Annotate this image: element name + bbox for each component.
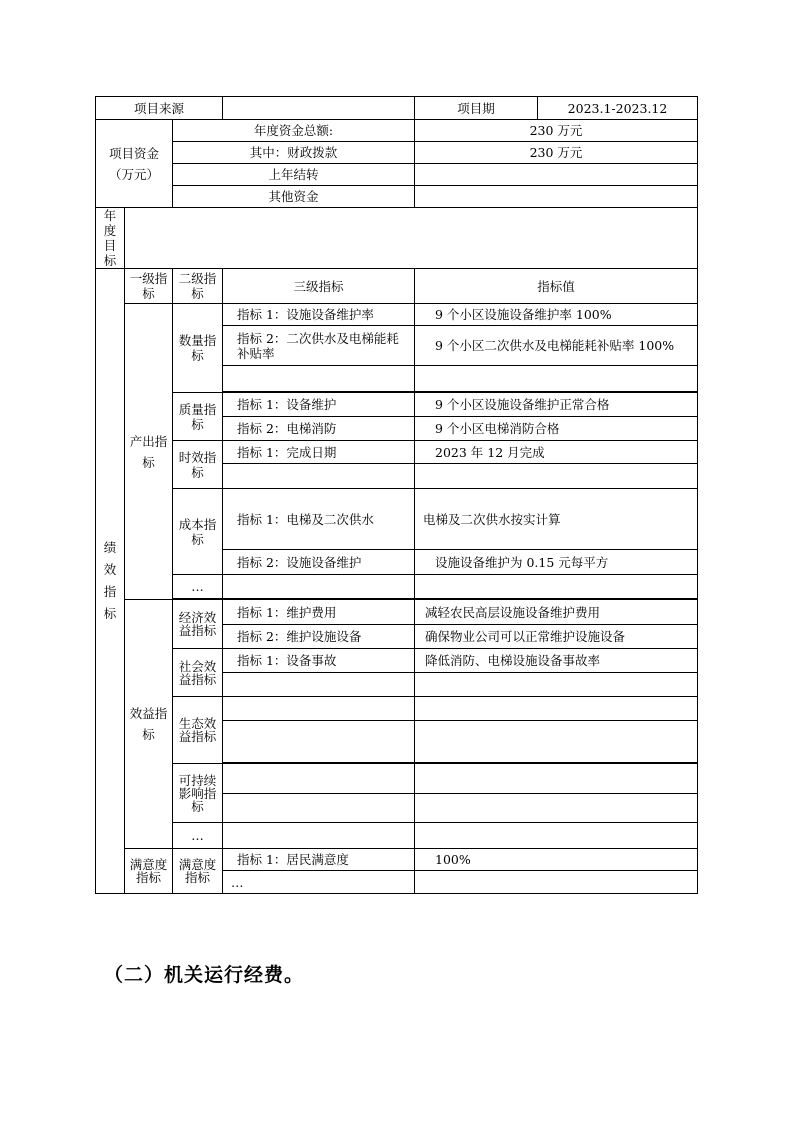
header-level2: 二级指标: [173, 269, 223, 304]
satisfaction-sub-label: 满意度指标: [173, 849, 223, 894]
economic-indicator-1: 指标 1：维护费用: [223, 600, 415, 625]
economic-indicator-2: 指标 2：维护设施设备: [223, 625, 415, 649]
empty-cell: [223, 575, 415, 599]
empty-cell: [415, 721, 698, 763]
social-indicator-label: 社会效益指标: [173, 649, 223, 697]
empty-cell: [415, 366, 698, 392]
quantity-indicator-2: 指标 2：二次供水及电梯能耗补贴率: [223, 326, 415, 366]
funds-row-total: [96, 120, 698, 142]
social-indicator-1: 指标 1：设备事故: [223, 649, 415, 673]
empty-cell: [415, 697, 698, 721]
timeliness-indicator-label: 时效指标: [173, 441, 223, 489]
header-level3: 三级指标: [223, 269, 415, 304]
table-row: [96, 823, 698, 849]
project-period-value: 2023.1-2023.12: [538, 97, 698, 120]
project-period-label: 项目期: [415, 97, 538, 120]
cost-indicator-2: 指标 2：设施设备维护: [223, 550, 415, 575]
empty-cell: [223, 764, 415, 794]
annual-total-value: 230 万元: [415, 120, 698, 142]
funds-row-other: [96, 186, 698, 208]
table-row: [96, 441, 698, 464]
social-value-1: 降低消防、电梯设施设备事故率: [415, 649, 698, 673]
empty-cell: [415, 464, 698, 489]
quantity-indicator-1: 指标 1：设施设备维护率: [223, 304, 415, 326]
table-row: [96, 649, 698, 673]
economic-value-2: 确保物业公司可以正常维护设施设备: [415, 625, 698, 649]
economic-value-1: 减轻农民高层设施设备维护费用: [415, 600, 698, 625]
project-source-row: [96, 97, 698, 120]
project-source-value: [223, 97, 415, 120]
funds-row-fiscal: [96, 142, 698, 164]
section-heading: （二）机关运行经费。: [104, 964, 305, 986]
empty-cell: [415, 871, 698, 894]
table-row: [96, 489, 698, 550]
header-value: 指标值: [415, 269, 698, 304]
header-level1: 一级指标: [125, 269, 173, 304]
funds-unit: （万元）: [108, 166, 159, 182]
satisfaction-indicator-label: 满意度指标: [125, 849, 173, 894]
empty-cell: [223, 673, 415, 697]
satisfaction-ellipsis: …: [223, 871, 415, 894]
empty-cell: [223, 464, 415, 489]
quantity-indicator-label: 数量指标: [173, 304, 223, 393]
empty-cell: [415, 575, 698, 599]
fiscal-value: 230 万元: [415, 142, 698, 164]
output-ellipsis: …: [173, 575, 223, 599]
empty-cell: [415, 764, 698, 794]
quantity-value-2: 9 个小区二次供水及电梯能耗补贴率 100%: [415, 326, 698, 366]
table-row: [96, 764, 698, 794]
annual-goal-label: 年度目标: [96, 208, 125, 269]
funds-row-carryover: [96, 164, 698, 186]
funds-label: 项目资金: [108, 145, 159, 161]
cost-value-1: 电梯及二次供水按实计算: [415, 489, 698, 550]
other-funds-label: 其他资金: [173, 186, 415, 208]
empty-cell: [223, 823, 415, 849]
empty-cell: [223, 366, 415, 392]
satisfaction-value-1: 100%: [415, 849, 698, 871]
table-row: [96, 393, 698, 417]
performance-label: 绩效指标: [96, 269, 125, 894]
carryover-label: 上年结转: [173, 164, 415, 186]
table-row: [96, 304, 698, 326]
benefit-ellipsis: …: [173, 823, 223, 849]
benefit-indicator-label: 效益指标: [125, 600, 173, 849]
quality-indicator-label: 质量指标: [173, 393, 223, 441]
funds-label-cell: [96, 120, 173, 208]
performance-target-table: [95, 96, 698, 894]
annual-total-label: 年度资金总额:: [173, 120, 415, 142]
ecological-indicator-label: 生态效益指标: [173, 697, 223, 764]
quality-value-2: 9 个小区电梯消防合格: [415, 417, 698, 441]
annual-goal-value: [125, 208, 698, 269]
empty-cell: [223, 697, 415, 721]
project-source-label: 项目来源: [96, 97, 223, 120]
cost-indicator-label: 成本指标: [173, 489, 223, 575]
quality-indicator-2: 指标 2：电梯消防: [223, 417, 415, 441]
empty-cell: [223, 794, 415, 823]
empty-cell: [415, 794, 698, 823]
timeliness-value-1: 2023 年 12 月完成: [415, 441, 698, 464]
annual-goal-row: [96, 208, 698, 269]
economic-indicator-label: 经济效益指标: [173, 600, 223, 649]
cost-value-2: 设施设备维护为 0.15 元每平方: [415, 550, 698, 575]
carryover-value: [415, 164, 698, 186]
quality-value-1: 9 个小区设施设备维护正常合格: [415, 393, 698, 417]
table-row: [96, 697, 698, 721]
quantity-value-1: 9 个小区设施设备维护率 100%: [415, 304, 698, 326]
other-funds-value: [415, 186, 698, 208]
cost-indicator-1: 指标 1：电梯及二次供水: [223, 489, 415, 550]
empty-cell: [223, 721, 415, 763]
output-indicator-label: 产出指标: [125, 304, 173, 600]
table-row: [96, 849, 698, 871]
timeliness-indicator-1: 指标 1：完成日期: [223, 441, 415, 464]
table-row: [96, 575, 698, 599]
fiscal-label: 其中：财政拨款: [173, 142, 415, 164]
indicator-header-row: [96, 269, 698, 304]
table-row: [96, 600, 698, 625]
sustainable-indicator-label: 可持续影响指标: [173, 764, 223, 823]
empty-cell: [415, 673, 698, 697]
empty-cell: [415, 823, 698, 849]
satisfaction-indicator-1: 指标 1：居民满意度: [223, 849, 415, 871]
quality-indicator-1: 指标 1：设备维护: [223, 393, 415, 417]
